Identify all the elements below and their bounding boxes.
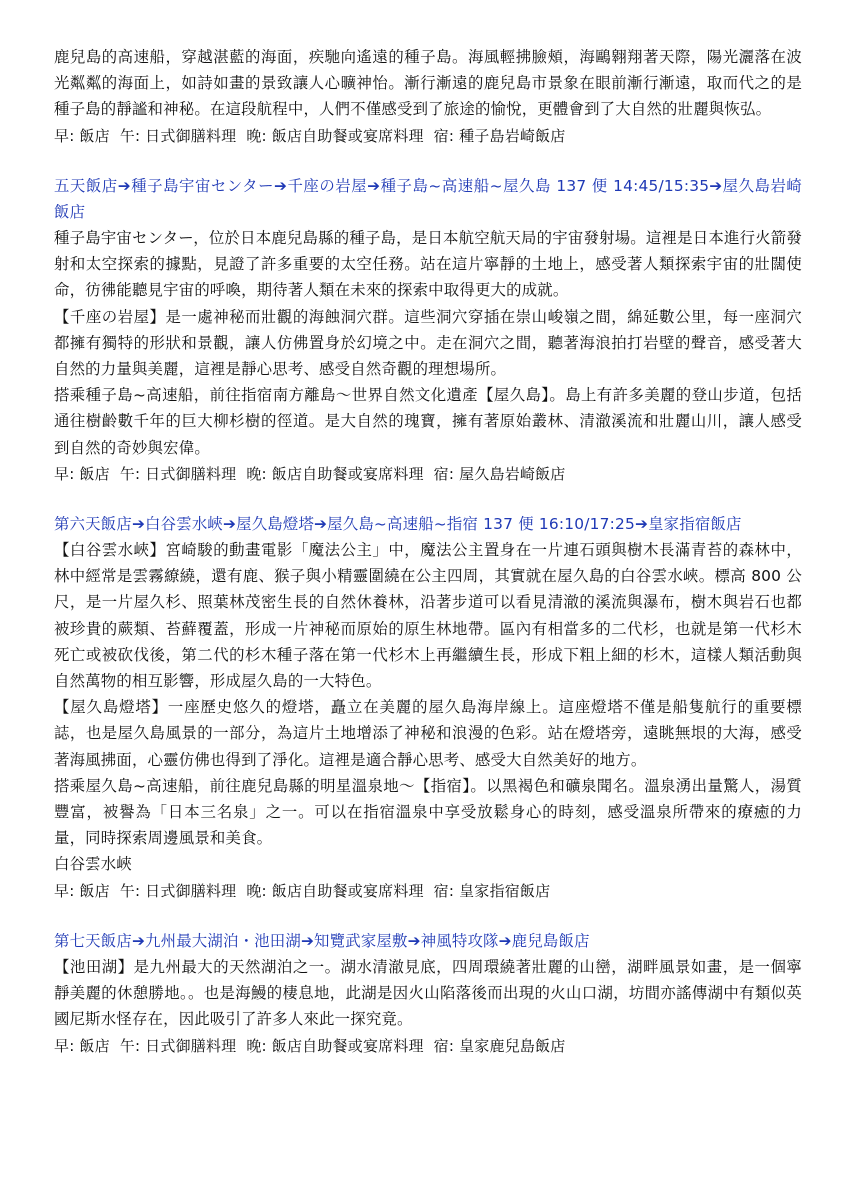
intro-meals: 早: 飯店 午: 日式御膳料理 晚: 飯店自助餐或宴席料理 宿: 種子島岩崎飯店 (54, 126, 566, 145)
intro-section (54, 44, 802, 149)
spacer (54, 904, 802, 928)
day5-paragraph-yakushima: 搭乘種子島~高速船，前往指宿南方離島～世界自然文化遺產【屋久島】。島上有許多美麗的登山步道，包括通往樹齡數千年的巨大柳杉樹的徑道。是大自然的瑰寶，擁有著原始叢林、清澈溪流和壯麗山川，讓人感受到自然的奇妙與宏偉。 (54, 386, 802, 457)
day6-caption: 白谷雲水峽 (54, 855, 132, 874)
day5-meals: 早: 飯店 午: 日式御膳料理 晚: 飯店自助餐或宴席料理 宿: 屋久島岩崎飯店 (54, 464, 566, 483)
day7-heading: 第七天飯店➔九州最大湖泊・池田湖➔知覽武家屋敷➔神風特攻隊➔鹿兒島飯店 (54, 931, 590, 950)
day6-meals: 早: 飯店 午: 日式御膳料理 晚: 飯店自助餐或宴席料理 宿: 皇家指宿飯店 (54, 881, 551, 900)
spacer (54, 149, 802, 173)
day6-section (54, 511, 802, 904)
day5-paragraph-iwaya: 【千座の岩屋】是一處神秘而壯觀的海蝕洞穴群。這些洞穴穿插在崇山峻嶺之間，綿延數公里，每一座洞穴都擁有獨特的形狀和景觀，讓人仿佛置身於幻境之中。走在洞穴之間，聽著海浪拍打岩壁的聲音，感受著大自然的力量與美麗，這裡是靜心思考、感受自然奇觀的理想場所。 (54, 307, 802, 379)
spacer (54, 487, 802, 511)
day6-heading: 第六天飯店➔白谷雲水峽➔屋久島燈塔➔屋久島~高速船~指宿 137 便 16:10/17:25➔皇家指宿飯店 (54, 514, 742, 533)
day6-paragraph-lighthouse: 【屋久島燈塔】一座歷史悠久的燈塔，矗立在美麗的屋久島海岸線上。這座燈塔不僅是船隻航行的重要標誌，也是屋久島風景的一部分，為這片土地增添了神秘和浪漫的色彩。站在燈塔旁，遠眺無垠的大海，感受著海風拂面，心靈仿佛也得到了淨化。這裡是適合靜心思考、感受大自然美好的地方。 (54, 698, 802, 769)
day6-paragraph-ibusuki: 搭乘屋久島~高速船，前往鹿兒島縣的明星溫泉地～【指宿】。以黑褐色和礦泉聞名。溫泉湧出量驚人，湯質豐富，被譽為「日本三名泉」之一。可以在指宿溫泉中享受放鬆身心的時刻，感受溫泉所帶來的療癒的力量，同時探索周邊風景和美食。 (54, 776, 802, 848)
day5-paragraph-space-center: 種子島宇宙センター，位於日本鹿兒島縣的種子島，是日本航空航天局的宇宙發射場。這裡是日本進行火箭發射和太空探索的據點，見證了許多重要的太空任務。站在這片寧靜的土地上，感受著人類探索宇宙的壯闊使命，彷彿能聽見宇宙的呼喚，期待著人類在未來的探索中取得更大的成就。 (54, 229, 802, 300)
intro-paragraph: 鹿兒島的高速船，穿越湛藍的海面，疾馳向遙遠的種子島。海風輕拂臉頰，海鷗翱翔著天際，陽光灑落在波光粼粼的海面上，如詩如畫的景致讓人心曠神怡。漸行漸遠的鹿兒島市景象在眼前漸行漸遠，取而代之的是種子島的靜謐和神秘。在這段航程中，人們不僅感受到了旅途的愉悅，更體會到了大自然的壯麗與恢弘。 (54, 48, 802, 119)
day5-heading: 五天飯店➔種子島宇宙センター➔千座の岩屋➔種子島~高速船~屋久島 137 便 14:45/15:35➔屋久島岩崎飯店 (54, 176, 802, 221)
day5-section (54, 173, 802, 487)
day7-meals: 早: 飯店 午: 日式御膳料理 晚: 飯店自助餐或宴席料理 宿: 皇家鹿兒島飯店 (54, 1036, 566, 1055)
itinerary-page (54, 44, 802, 1059)
day6-paragraph-shiratani: 【白谷雲水峽】宮崎駿的動畫電影「魔法公主」中，魔法公主置身在一片連石頭與樹木長滿青苔的森林中，林中經常是雲霧繚繞，還有鹿、猴子與小精靈圍繞在公主四周，其實就在屋久島的白谷雲水峽。標高 800 公尺，是一片屋久杉、照葉林茂密生長的自然休養林，沿著步道可以看見清澈的溪流與瀑布，樹木與岩石也都被珍貴的蕨類、苔蘚覆蓋，形成一片神秘而原始的原生林地帶。區內有相當多的二代杉，也就是第一代杉木死亡或被砍伐後，第二代的杉木種子落在第一代杉木上再繼續生長，形成下粗上細的杉木，這樣人類活動與自然萬物的相互影響，形成屋久島的一大特色。 (54, 541, 802, 691)
day7-paragraph-ikeda-lake: 【池田湖】是九州最大的天然湖泊之一。湖水清澈見底，四周環繞著壯麗的山巒，湖畔風景如畫，是一個寧靜美麗的休憩勝地。。也是海鰻的棲息地，此湖是因火山陷落後而出現的火山口湖，坊間亦謠傳湖中有類似英國尼斯水怪存在，因此吸引了許多人來此一探究竟。 (54, 957, 802, 1029)
day7-section (54, 928, 802, 1059)
